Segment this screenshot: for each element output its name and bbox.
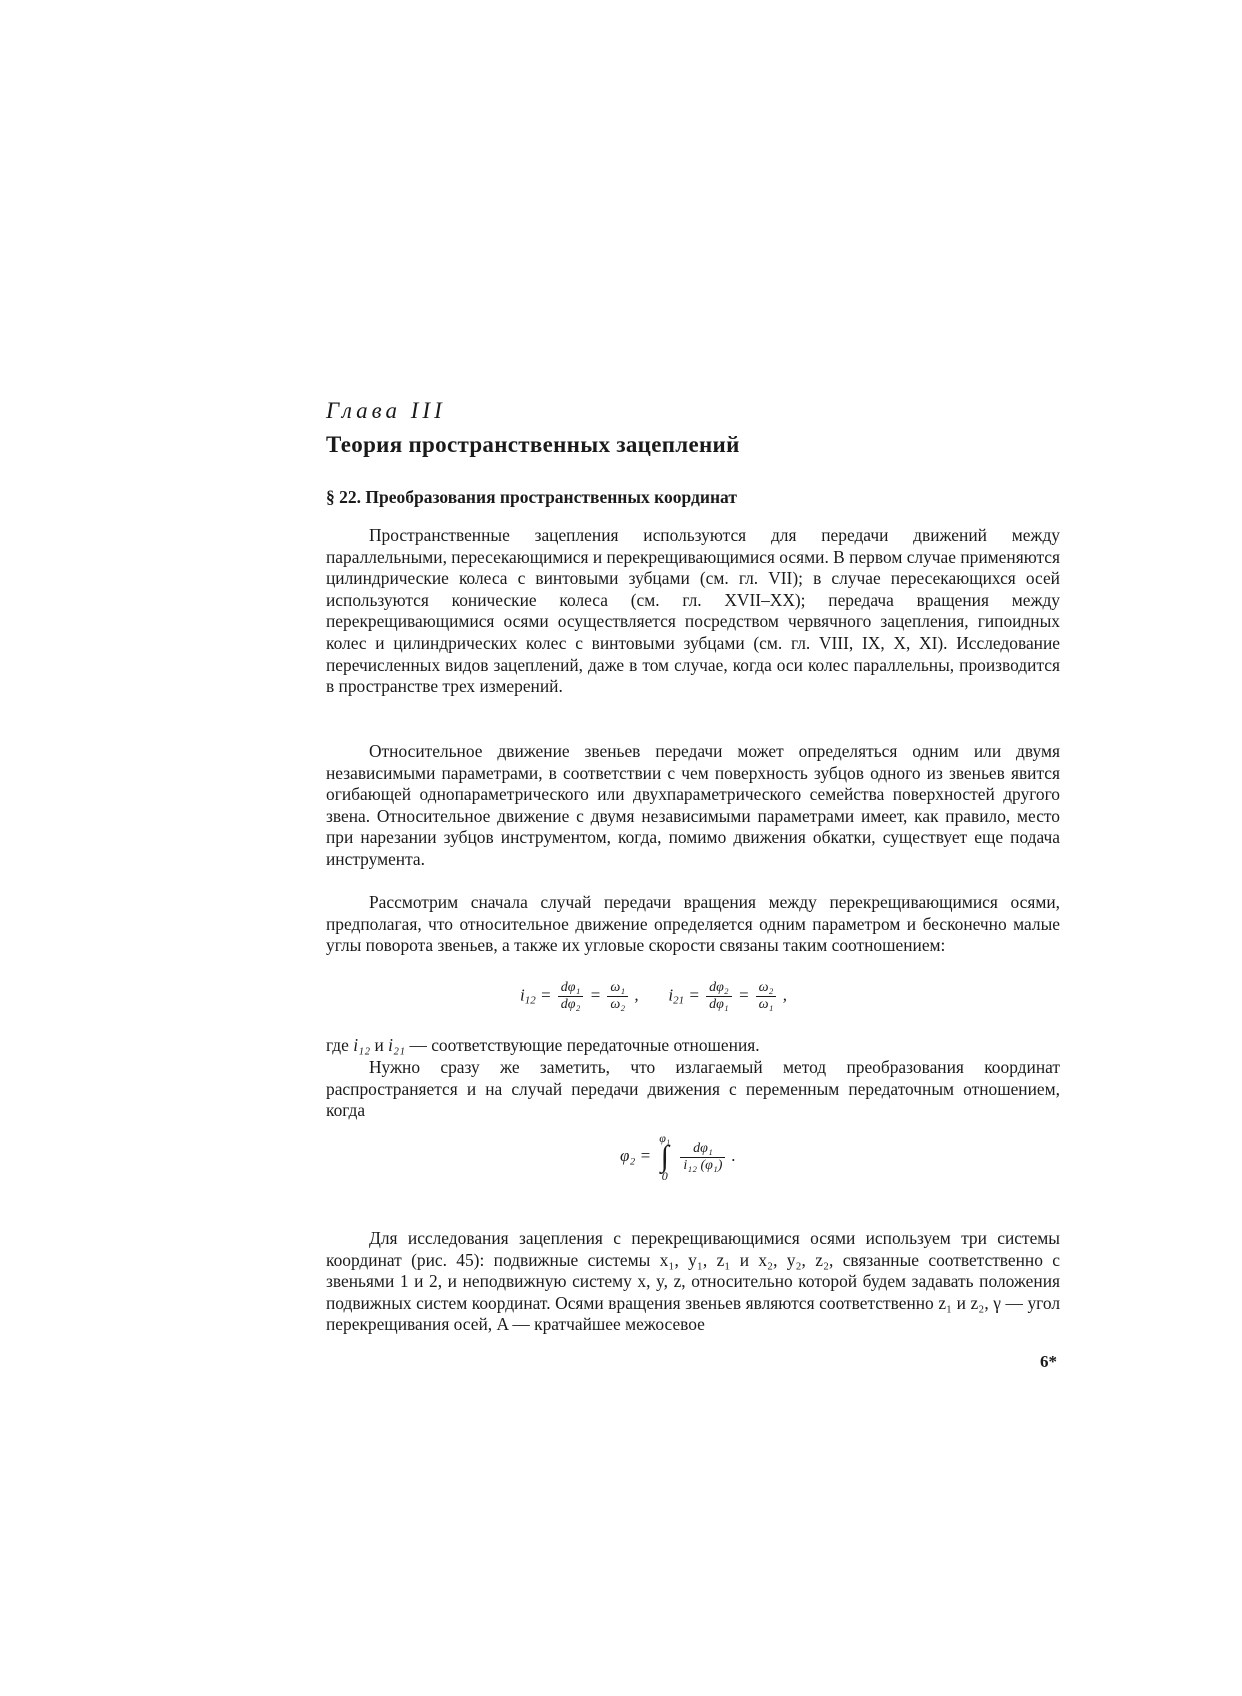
paragraph-relative-motion: Относительное движение звеньев передачи может определяться одним или двумя независимыми параметрами, в соответствии с чем поверхность зубцов одного из звеньев явится огибающей однопараметрического или двухпараметрического семейства поверхностей другого звена. Относительное движение с двумя независимыми параметрами имеет, как правило, место при нарезании зубцов инструментом, когда, помимо движения обкатки, существует еще подача инструмента. [326,741,1060,869]
paragraph-coordinate-systems: Для исследования зацепления с перекрещивающимися осями используем три системы координат (рис. 45): подвижные системы x₁, y₁, z₁ и x₂, y₂, z₂, связанные соответственно с звеньями 1 и 2, и неподвижную систему x, y, z, относительно которой будем задавать положения подвижных систем координат. Осями вращения звеньев являются соответственно z₁ и z₂, γ — угол перекрещивания осей, A — кратчайшее межосевое [326,1228,1060,1335]
chapter-label: Глава III [326,398,446,423]
fraction-numerator: ω₁ [607,980,628,997]
integral-formula: φ₂ = φ₁ ∫ 0 $\frac{\text{dφ₁}}{\text{i₁₂ (φ₁)}}$ . [620,1131,736,1183]
paragraph-ratio-definition [326,1035,1060,1057]
fraction-numerator: dφ₁ [680,1141,725,1158]
symbol-i12: i₁₂ [353,1035,371,1055]
fraction-numerator: dφ₂ [706,980,732,997]
fraction-denominator: dφ₁ [709,997,729,1012]
text-fragment: и [374,1035,384,1055]
fraction-denominator: ω₂ [610,997,626,1012]
formula-subscript: 21 [673,994,685,1007]
gear-ratio-formula: $i_{12}$ = $\frac{\text{dφ₁}}{\text{dφ₂}}$ = $\frac{\text{ω₁}}{\text{ω₂}}$ , $i_{21}$ = $\frac{\text{dφ₂}}{\text{dφ₁}}$ = $\frac{\text{ω₂}}{\text{ω₁}}$ , [520,980,787,1012]
integral-upper-limit: φ₁ [659,1131,671,1145]
page-number: 6* [1040,1352,1057,1371]
fraction [680,1141,725,1174]
fraction [756,980,777,1013]
integral-lower-limit: 0 [661,1169,668,1183]
formula-symbol: i [668,985,674,1005]
fraction [607,980,628,1013]
fraction-numerator: ω₂ [756,980,777,997]
fraction-denominator: dφ₂ [560,997,581,1012]
fraction-denominator: ω₁ [758,997,774,1012]
paragraph-intro: Пространственные зацепления используются для передачи движений между параллельными, пересекающимися и перекрещивающимися осями. В первом случае применяются цилиндрические колеса с винтовыми зубцами (см. гл. VII); в случае пересекающихся осей используются конические колеса (см. гл. XVII–XX); передача вращения между перекрещивающимися осями осуществляется посредством червячного зацепления, гипоидных колес и цилиндрических колес с винтовыми зубцами (см. гл. VIII, IX, X, XI). Исследование перечисленных видов зацеплений, даже в том случае, когда оси колес параллельны, производится в пространстве трех измерений. [326,525,1060,697]
formula-subscript: 12 [524,994,536,1007]
symbol-i21: i₂₁ [388,1035,406,1055]
paragraph-variable-ratio: Нужно сразу же заметить, что излагаемый метод преобразования координат распространяется и на случай передачи движения с переменным передаточным отношением, когда [326,1057,1060,1121]
section-title: § 22. Преобразования пространственных координат [326,487,737,507]
text-fragment: — соответствующие передаточные отношения. [409,1035,760,1055]
fraction-numerator: dφ₁ [558,980,584,997]
text-fragment: где [326,1035,349,1055]
fraction-denominator: i₁₂ (φ₁) [683,1157,723,1173]
paragraph-crossed-axes: Рассмотрим сначала случай передачи вращения между перекрещивающимися осями, предполагая, что относительное движение определяется одним параметром и бесконечно малые углы поворота звеньев, а также их угловые скорости связаны таким соотношением: [326,892,1060,956]
fraction [706,980,732,1013]
formula-symbol: i [520,985,525,1005]
formula-lhs: φ₂ = [620,1145,652,1165]
chapter-title: Теория пространственных зацеплений [326,432,740,457]
fraction [558,980,584,1013]
integral-sign: φ₁ ∫ 0 [659,1131,671,1183]
